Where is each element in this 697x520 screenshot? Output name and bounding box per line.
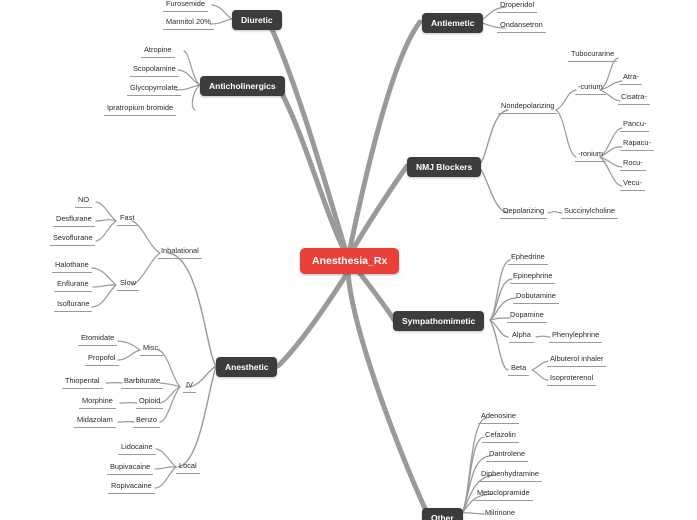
leaf-dantrolene[interactable]: Dantrolene <box>486 448 528 462</box>
leaf-lidocaine[interactable]: Lidocaine <box>118 441 156 455</box>
leaf-ropivacaine[interactable]: Ropivacaine <box>108 480 155 494</box>
leaf-albuterol-inhaler[interactable]: Albuterol inhaler <box>547 353 606 367</box>
node-depolarizing[interactable]: Depolarizing <box>500 205 547 219</box>
leaf-rocuronium[interactable]: Rocu- <box>620 157 646 171</box>
branch-sympathomimetic[interactable]: Sympathomimetic <box>393 311 484 331</box>
node-beta[interactable]: Beta <box>508 362 529 376</box>
node-inhalational[interactable]: Inhalational <box>158 245 202 259</box>
leaf-desflurane[interactable]: Desflurane <box>53 213 95 227</box>
leaf-atropine[interactable]: Atropine <box>141 44 175 58</box>
leaf-nitrous-oxide[interactable]: NO <box>75 194 92 208</box>
leaf-morphine[interactable]: Morphine <box>79 395 116 409</box>
leaf-cefazolin[interactable]: Cefazolin <box>482 429 519 443</box>
node-alpha[interactable]: Alpha <box>509 329 534 343</box>
leaf-tubocurarine[interactable]: Tubocurarine <box>568 48 617 62</box>
leaf-etomidate[interactable]: Etomidate <box>78 332 117 346</box>
leaf-cisatracurium[interactable]: Cisatra- <box>618 91 650 105</box>
leaf-adenosine[interactable]: Adenosine <box>478 410 519 424</box>
leaf-atracurium[interactable]: Atra- <box>620 71 642 85</box>
branch-antiemetic[interactable]: Antiemetic <box>422 13 483 33</box>
branch-diuretic[interactable]: Diuretic <box>232 10 282 30</box>
leaf-droperidol[interactable]: Droperidol <box>497 0 537 13</box>
leaf-propofol[interactable]: Propofol <box>85 352 119 366</box>
node-iv[interactable]: IV <box>183 379 196 393</box>
leaf-bupivacaine[interactable]: Bupivacaine <box>107 461 153 475</box>
leaf-halothane[interactable]: Halothane <box>52 259 92 273</box>
leaf-thiopental[interactable]: Thiopental <box>62 375 103 389</box>
leaf-isoflurane[interactable]: Isoflurane <box>54 298 92 312</box>
leaf-metoclopramide[interactable]: Metoclopramide <box>474 487 533 501</box>
leaf-furosemide[interactable]: Furosemide <box>163 0 208 12</box>
leaf-glycopyrrolate[interactable]: Glycopyrrolate <box>127 82 181 96</box>
branch-nmj-blockers[interactable]: NMJ Blockers <box>407 157 481 177</box>
leaf-ipratropium-bromide[interactable]: Ipratropium bromide <box>104 102 176 116</box>
node-slow[interactable]: Slow <box>117 277 139 291</box>
leaf-pancuronium[interactable]: Pancu- <box>620 118 649 132</box>
leaf-sevoflurane[interactable]: Sevoflurane <box>50 232 95 246</box>
root-node[interactable]: Anesthesia_Rx <box>300 248 399 274</box>
node-fast[interactable]: Fast <box>117 212 137 226</box>
node-nondepolarizing[interactable]: Nondepolarizing <box>498 100 557 114</box>
node-opioid[interactable]: Opioid <box>136 395 163 409</box>
leaf-diphenhydramine[interactable]: Diphenhydramine <box>478 468 542 482</box>
node-misc[interactable]: Misc. <box>140 342 163 356</box>
leaf-mannitol[interactable]: Mannitol 20% <box>163 16 214 30</box>
leaf-scopolamine[interactable]: Scopolamine <box>130 63 179 77</box>
node-curium[interactable]: -curium <box>575 81 606 95</box>
leaf-isoproterenol[interactable]: Isoproterenol <box>547 372 596 386</box>
branch-anticholinergics[interactable]: Anticholinergics <box>200 76 285 96</box>
leaf-vecuronium[interactable]: Vecu- <box>620 177 645 191</box>
leaf-dobutamine[interactable]: Dobutamine <box>513 290 559 304</box>
node-barbiturate[interactable]: Barbiturate <box>121 375 163 389</box>
node-local[interactable]: Local <box>176 460 200 474</box>
leaf-enflurane[interactable]: Enflurane <box>54 278 92 292</box>
leaf-milrinone[interactable]: Milrinone <box>482 507 518 520</box>
branch-anesthetic[interactable]: Anesthetic <box>216 357 277 377</box>
leaf-succinylcholine[interactable]: Succinylcholine <box>561 205 618 219</box>
leaf-rapacuronium[interactable]: Rapacu- <box>620 137 654 151</box>
leaf-midazolam[interactable]: Midazolam <box>74 414 116 428</box>
leaf-phenylephrine[interactable]: Phenylephrine <box>549 329 602 343</box>
leaf-epinephrine[interactable]: Epinephrine <box>510 270 555 284</box>
branch-other[interactable]: Other <box>422 508 463 520</box>
node-benzo[interactable]: Benzo <box>133 414 160 428</box>
leaf-ondansetron[interactable]: Ondansetron <box>497 19 546 33</box>
leaf-ephedrine[interactable]: Ephedrine <box>508 251 548 265</box>
node-ronium[interactable]: -ronium <box>575 148 606 162</box>
leaf-dopamine[interactable]: Dopamine <box>507 309 547 323</box>
